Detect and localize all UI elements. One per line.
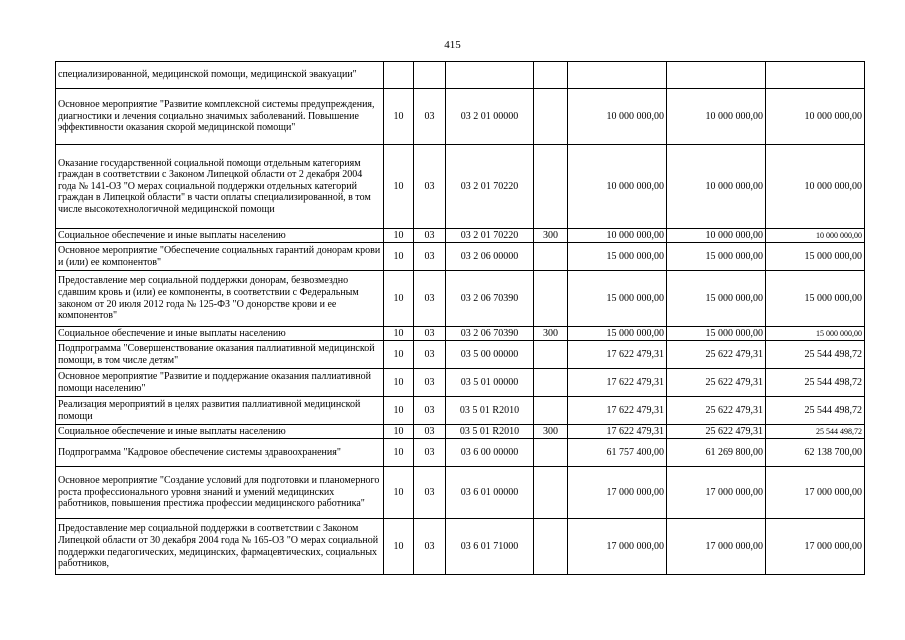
row-name-cell: Подпрограмма "Совершенствование оказания паллиативной медицинской помощи, в том числе детям" <box>56 341 384 369</box>
table-row <box>56 243 865 271</box>
subsection-code-cell: 03 <box>414 145 446 229</box>
target-item-code-cell: 03 2 01 70220 <box>446 229 534 243</box>
amount-year2-cell: 10 000 000,00 <box>667 229 766 243</box>
expense-type-cell: 300 <box>534 327 568 341</box>
target-item-code-cell: 03 6 01 00000 <box>446 467 534 519</box>
subsection-code-cell: 03 <box>414 439 446 467</box>
subsection-code-cell: 03 <box>414 327 446 341</box>
section-code-cell: 10 <box>384 271 414 327</box>
amount-year1-cell: 17 622 479,31 <box>568 341 667 369</box>
expense-type-cell <box>534 89 568 145</box>
expense-type-cell <box>534 145 568 229</box>
target-item-code-cell: 03 2 06 70390 <box>446 271 534 327</box>
table-row <box>56 369 865 397</box>
table-row <box>56 467 865 519</box>
table-body <box>56 62 865 575</box>
expense-type-cell <box>534 519 568 575</box>
amount-year2-cell: 61 269 800,00 <box>667 439 766 467</box>
amount-year1-cell: 15 000 000,00 <box>568 327 667 341</box>
amount-year2-cell: 10 000 000,00 <box>667 145 766 229</box>
amount-year2-cell: 25 622 479,31 <box>667 369 766 397</box>
table-row <box>56 145 865 229</box>
subsection-code-cell: 03 <box>414 467 446 519</box>
target-item-code-cell: 03 6 01 71000 <box>446 519 534 575</box>
target-item-code-cell: 03 2 06 70390 <box>446 327 534 341</box>
row-name-cell: Социальное обеспечение и иные выплаты населению <box>56 229 384 243</box>
expense-type-cell <box>534 271 568 327</box>
amount-year2-cell: 15 000 000,00 <box>667 243 766 271</box>
table-row <box>56 341 865 369</box>
amount-year1-cell: 10 000 000,00 <box>568 89 667 145</box>
budget-table <box>55 61 865 575</box>
amount-year2-cell: 25 622 479,31 <box>667 341 766 369</box>
amount-year2-cell: 25 622 479,31 <box>667 425 766 439</box>
amount-year3-cell: 15 000 000,00 <box>766 243 865 271</box>
target-item-code-cell: 03 5 01 00000 <box>446 369 534 397</box>
expense-type-cell <box>534 467 568 519</box>
amount-year2-cell: 17 000 000,00 <box>667 467 766 519</box>
target-item-code-cell: 03 5 01 R2010 <box>446 397 534 425</box>
expense-type-cell: 300 <box>534 425 568 439</box>
expense-type-cell <box>534 341 568 369</box>
page-number: 415 <box>444 39 461 51</box>
expense-type-cell <box>534 397 568 425</box>
section-code-cell: 10 <box>384 145 414 229</box>
target-item-code-cell: 03 5 00 00000 <box>446 341 534 369</box>
table-row <box>56 425 865 439</box>
row-name-cell: Основное мероприятие "Обеспечение социальных гарантий донорам крови и (или) ее компонентов" <box>56 243 384 271</box>
target-item-code-cell: 03 5 01 R2010 <box>446 425 534 439</box>
amount-year3-cell: 10 000 000,00 <box>766 89 865 145</box>
section-code-cell: 10 <box>384 397 414 425</box>
target-item-code-cell: 03 6 00 00000 <box>446 439 534 467</box>
row-name-cell: Социальное обеспечение и иные выплаты населению <box>56 327 384 341</box>
row-name-cell: Предоставление мер социальной поддержки донорам, безвозмездно сдавшим кровь и (или) ее компоненты, в соответствии с Федеральным законом от 20 июля 2012 года № 125-ФЗ "О донорстве крови и ее компонентов" <box>56 271 384 327</box>
subsection-code-cell: 03 <box>414 425 446 439</box>
subsection-code-cell: 03 <box>414 89 446 145</box>
subsection-code-cell <box>414 62 446 89</box>
amount-year1-cell: 15 000 000,00 <box>568 243 667 271</box>
amount-year2-cell: 17 000 000,00 <box>667 519 766 575</box>
section-code-cell: 10 <box>384 229 414 243</box>
amount-year3-cell: 25 544 498,72 <box>766 397 865 425</box>
amount-year3-cell: 62 138 700,00 <box>766 439 865 467</box>
section-code-cell <box>384 62 414 89</box>
expense-type-cell <box>534 439 568 467</box>
subsection-code-cell: 03 <box>414 229 446 243</box>
section-code-cell: 10 <box>384 243 414 271</box>
row-name-cell: Основное мероприятие "Развитие комплексной системы предупреждения, диагностики и лечения социально значимых заболеваний. Повышение эффективности оказания скорой медицинской помощи" <box>56 89 384 145</box>
table-row <box>56 62 865 89</box>
amount-year1-cell: 17 000 000,00 <box>568 467 667 519</box>
amount-year1-cell: 17 622 479,31 <box>568 369 667 397</box>
subsection-code-cell: 03 <box>414 397 446 425</box>
expense-type-cell <box>534 243 568 271</box>
amount-year1-cell: 17 622 479,31 <box>568 397 667 425</box>
amount-year3-cell <box>766 62 865 89</box>
section-code-cell: 10 <box>384 425 414 439</box>
row-name-cell: Предоставление мер социальной поддержки в соответствии с Законом Липецкой области от 30 декабря 2004 года № 165-ОЗ "О мерах социальной поддержки педагогических, медицинских, фармацевтических, социальных работников, <box>56 519 384 575</box>
table-row <box>56 439 865 467</box>
amount-year1-cell <box>568 62 667 89</box>
section-code-cell: 10 <box>384 327 414 341</box>
amount-year3-cell: 25 544 498,72 <box>766 425 865 439</box>
table-row <box>56 271 865 327</box>
amount-year1-cell: 17 000 000,00 <box>568 519 667 575</box>
amount-year3-cell: 25 544 498,72 <box>766 369 865 397</box>
section-code-cell: 10 <box>384 89 414 145</box>
subsection-code-cell: 03 <box>414 519 446 575</box>
amount-year3-cell: 25 544 498,72 <box>766 341 865 369</box>
amount-year3-cell: 15 000 000,00 <box>766 271 865 327</box>
subsection-code-cell: 03 <box>414 341 446 369</box>
amount-year1-cell: 17 622 479,31 <box>568 425 667 439</box>
amount-year2-cell: 10 000 000,00 <box>667 89 766 145</box>
row-name-cell: Социальное обеспечение и иные выплаты населению <box>56 425 384 439</box>
subsection-code-cell: 03 <box>414 369 446 397</box>
amount-year2-cell: 15 000 000,00 <box>667 327 766 341</box>
expense-type-cell <box>534 62 568 89</box>
table-row <box>56 327 865 341</box>
amount-year3-cell: 17 000 000,00 <box>766 467 865 519</box>
table-row <box>56 229 865 243</box>
expense-type-cell <box>534 369 568 397</box>
section-code-cell: 10 <box>384 369 414 397</box>
expense-type-cell: 300 <box>534 229 568 243</box>
amount-year1-cell: 61 757 400,00 <box>568 439 667 467</box>
section-code-cell: 10 <box>384 467 414 519</box>
amount-year2-cell <box>667 62 766 89</box>
section-code-cell: 10 <box>384 519 414 575</box>
amount-year2-cell: 15 000 000,00 <box>667 271 766 327</box>
table-row <box>56 519 865 575</box>
section-code-cell: 10 <box>384 341 414 369</box>
target-item-code-cell: 03 2 06 00000 <box>446 243 534 271</box>
row-name-cell: Подпрограмма "Кадровое обеспечение системы здравоохранения" <box>56 439 384 467</box>
row-name-cell: Основное мероприятие "Развитие и поддержание оказания паллиативной помощи населению" <box>56 369 384 397</box>
row-name-cell: специализированной, медицинской помощи, медицинской эвакуации" <box>56 62 384 89</box>
subsection-code-cell: 03 <box>414 243 446 271</box>
amount-year3-cell: 17 000 000,00 <box>766 519 865 575</box>
amount-year3-cell: 10 000 000,00 <box>766 145 865 229</box>
amount-year1-cell: 15 000 000,00 <box>568 271 667 327</box>
table-row <box>56 89 865 145</box>
amount-year3-cell: 10 000 000,00 <box>766 229 865 243</box>
table-row <box>56 397 865 425</box>
subsection-code-cell: 03 <box>414 271 446 327</box>
row-name-cell: Основное мероприятие "Создание условий для подготовки и планомерного роста профессионального уровня знаний и умений медицинских работников, повышения престижа профессии медицинского работника" <box>56 467 384 519</box>
target-item-code-cell <box>446 62 534 89</box>
amount-year1-cell: 10 000 000,00 <box>568 145 667 229</box>
amount-year3-cell: 15 000 000,00 <box>766 327 865 341</box>
amount-year1-cell: 10 000 000,00 <box>568 229 667 243</box>
row-name-cell: Реализация мероприятий в целях развития паллиативной медицинской помощи <box>56 397 384 425</box>
target-item-code-cell: 03 2 01 70220 <box>446 145 534 229</box>
row-name-cell: Оказание государственной социальной помощи отдельным категориям граждан в соответствии с Законом Липецкой области от 2 декабря 2004 года № 141-ОЗ "О мерах социальной поддержки отдельных категорий граждан в Липецкой области" в части оплаты специализированной, в том числе высокотехнологичной медицинской помощи <box>56 145 384 229</box>
amount-year2-cell: 25 622 479,31 <box>667 397 766 425</box>
target-item-code-cell: 03 2 01 00000 <box>446 89 534 145</box>
section-code-cell: 10 <box>384 439 414 467</box>
